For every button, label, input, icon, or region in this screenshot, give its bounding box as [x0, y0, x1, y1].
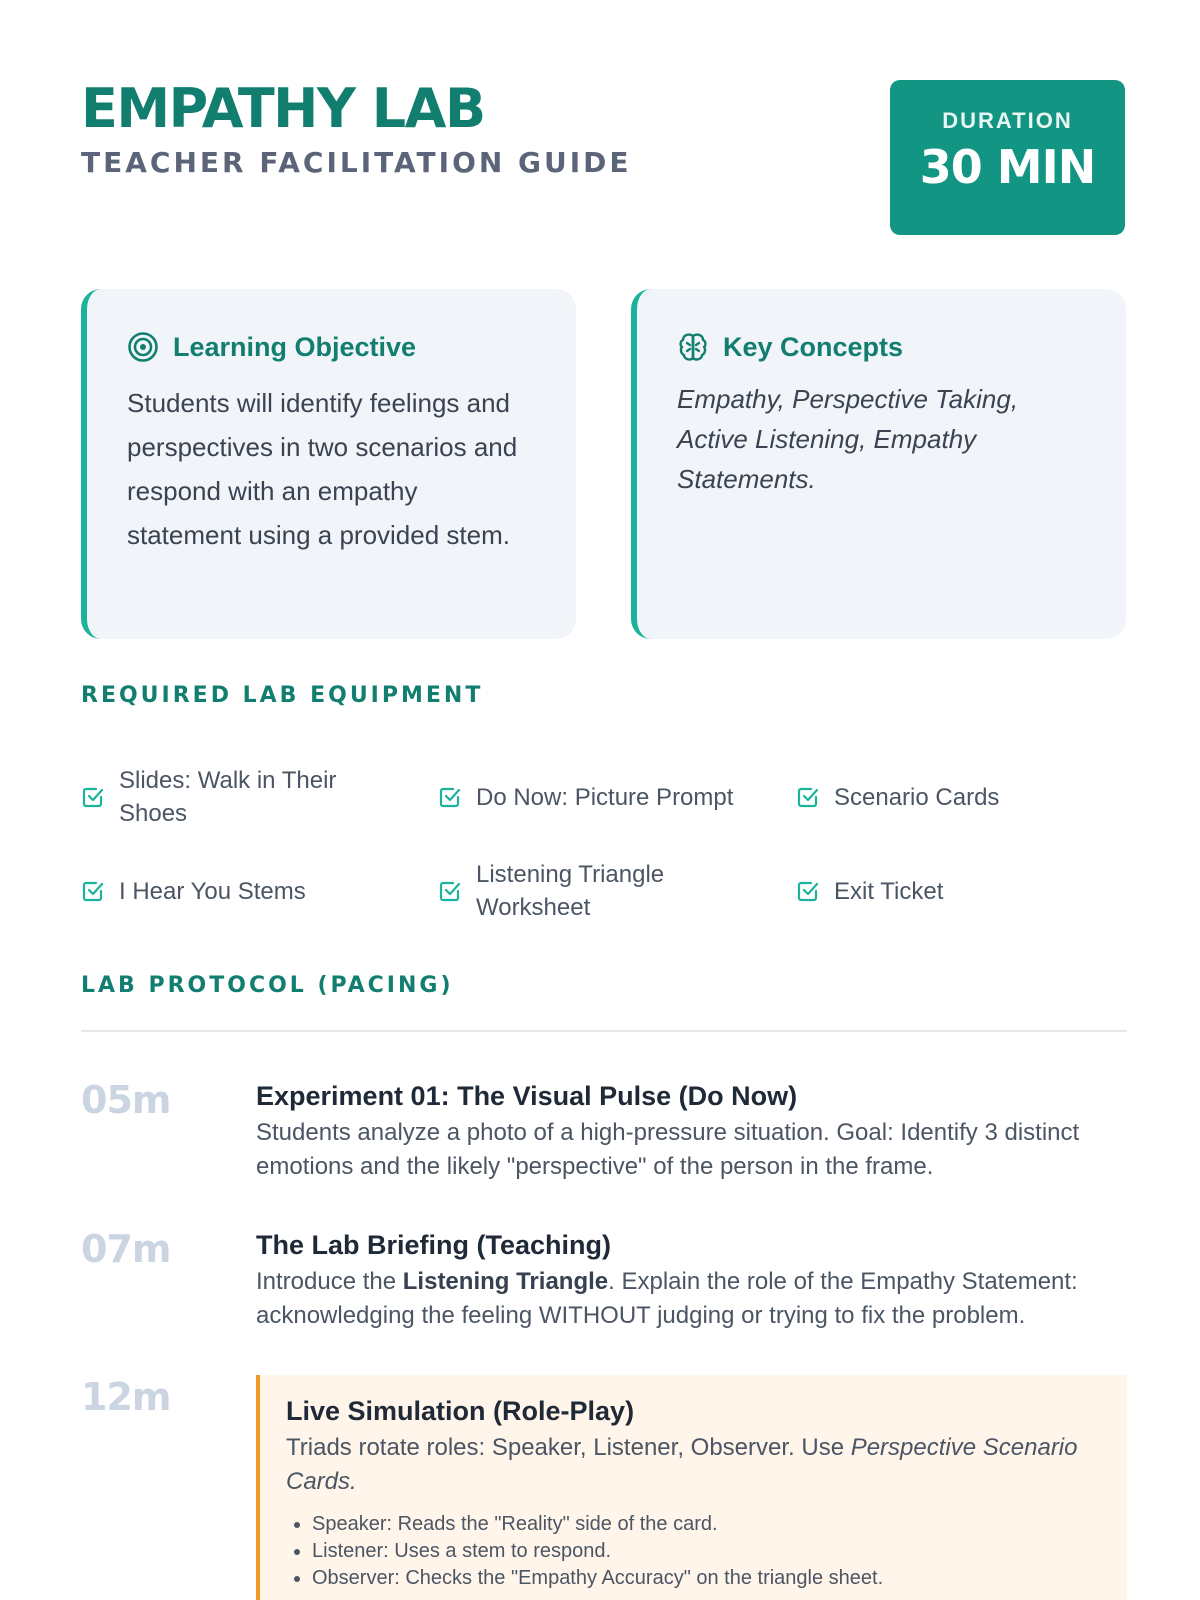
equipment-item [438, 844, 796, 938]
equipment-label: I Hear You Stems [119, 877, 306, 905]
equipment-label: Scenario Cards [834, 783, 1000, 811]
duration-badge [890, 80, 1125, 235]
checkbox-checked-icon [438, 879, 462, 903]
key-concepts-text: Empathy, Perspective Taking, Active Listening, Empathy Statements. [677, 384, 1019, 494]
target-icon [127, 331, 159, 363]
step-description [286, 1431, 1107, 1499]
key-concepts-card [631, 289, 1126, 639]
section-divider [81, 1030, 1127, 1032]
brain-icon [677, 331, 709, 363]
duration-value: 30 MIN [919, 140, 1096, 194]
step-description-text: . Explain the role of the Empathy Statement: acknowledging the feeling WITHOUT judging or trying to fix the problem. [256, 1268, 1078, 1329]
checkbox-checked-icon [81, 785, 105, 809]
highlight-step-box [256, 1375, 1127, 1600]
step-title: The Lab Briefing (Teaching) [256, 1230, 612, 1260]
step-content [256, 1227, 1127, 1333]
learning-objective-card [81, 289, 576, 639]
equipment-item [81, 844, 438, 938]
learning-objective-title: Learning Objective [173, 331, 417, 362]
equipment-list [81, 750, 1127, 938]
step-description [256, 1265, 1127, 1333]
step-description-bold: Listening Triangle [402, 1268, 609, 1295]
key-concepts-header [677, 327, 1086, 367]
header [81, 77, 1125, 235]
equipment-label: Listening Triangle Worksheet [476, 861, 665, 921]
role-bullet: • Speaker: Reads the "Reality" side of the card. [312, 1511, 1107, 1538]
key-concepts-title: Key Concepts [723, 331, 904, 362]
page-title: EMPATHY LAB [81, 77, 485, 140]
equipment-label: Exit Ticket [834, 877, 944, 905]
checkbox-checked-icon [438, 785, 462, 809]
equipment-label: Slides: Walk in Their Shoes [119, 767, 337, 827]
step-title: Live Simulation (Role-Play) [286, 1396, 635, 1426]
checkbox-checked-icon [81, 879, 105, 903]
learning-objective-header [127, 327, 536, 367]
step-time: 12m [81, 1375, 171, 1419]
role-bullet-list [286, 1511, 1107, 1592]
step-description-text: Introduce the [256, 1268, 403, 1295]
step-time: 05m [81, 1078, 171, 1122]
equipment-item [796, 750, 1127, 844]
equipment-item [81, 750, 438, 844]
step-time: 07m [81, 1227, 171, 1271]
role-bullet: • Observer: Checks the "Empathy Accuracy" on the triangle sheet. [312, 1565, 1107, 1592]
step-description: Students analyze a photo of a high-pressure situation. Goal: Identify 3 distinct emotions and the likely "perspective" of the person in the frame. [256, 1119, 1080, 1180]
protocol-section-title: LAB PROTOCOL (PACING) [81, 973, 454, 998]
checkbox-checked-icon [796, 785, 820, 809]
step-description-italic: Perspective Scenario Cards. [286, 1434, 1078, 1495]
step-content [256, 1078, 1127, 1184]
checkbox-checked-icon [796, 879, 820, 903]
equipment-label: Do Now: Picture Prompt [476, 783, 734, 811]
page-subtitle: TEACHER FACILITATION GUIDE [81, 146, 632, 179]
role-bullet: • Listener: Uses a stem to respond. [312, 1538, 1107, 1565]
step-title: Experiment 01: The Visual Pulse (Do Now) [256, 1081, 798, 1111]
equipment-section-title: REQUIRED LAB EQUIPMENT [81, 683, 484, 708]
learning-objective-text: Students will identify feelings and perspectives in two scenarios and respond with an empathy statement using a provided stem. [127, 388, 518, 550]
equipment-item [796, 844, 1127, 938]
duration-label: DURATION [942, 108, 1073, 133]
step-description-text: Triads rotate roles: Speaker, Listener, Observer. Use [286, 1434, 851, 1461]
equipment-item [438, 750, 796, 844]
